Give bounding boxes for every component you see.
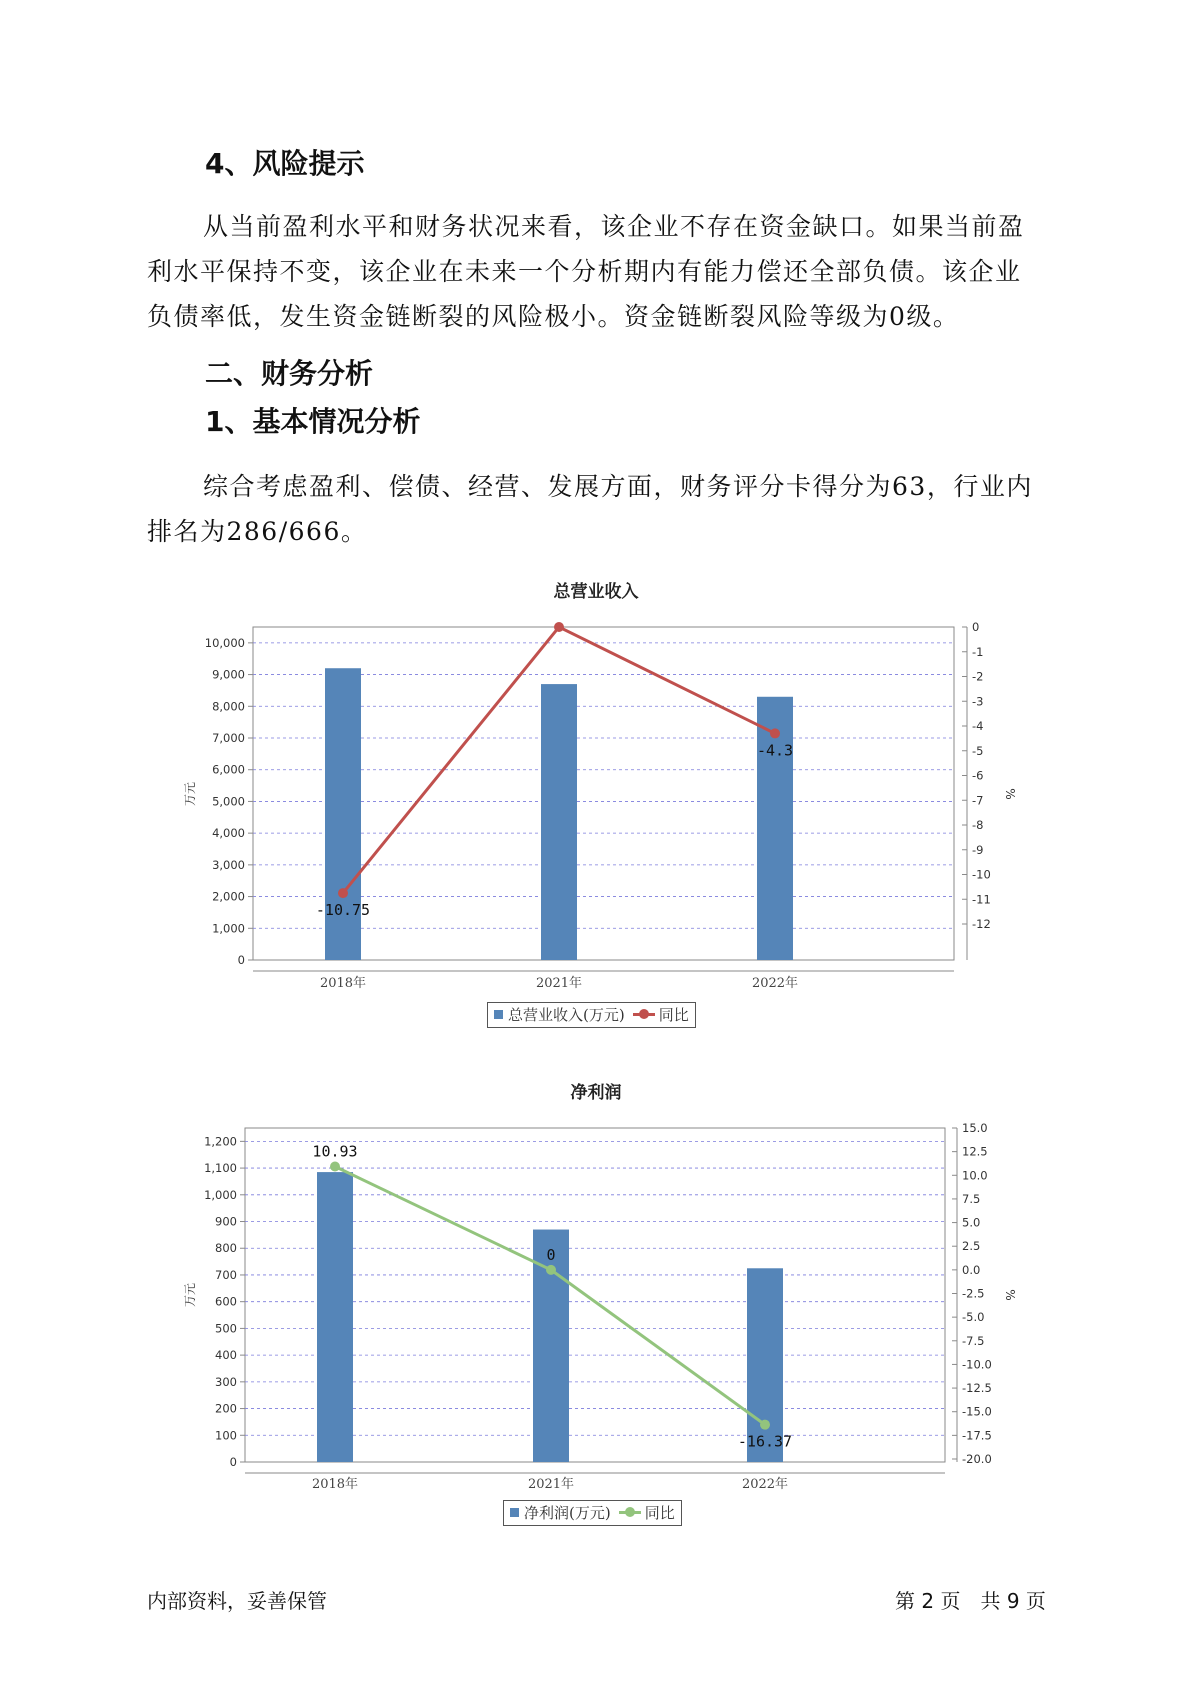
y2-tick-label: -8	[972, 818, 984, 832]
y2-tick-label: 12.5	[962, 1144, 988, 1159]
y2-tick-label: -15.0	[962, 1404, 992, 1419]
y2-tick-label: -4	[972, 719, 984, 733]
net-profit-chart	[0, 1075, 1191, 1535]
y-tick-label: 600	[215, 1294, 237, 1309]
y-tick-label: 1,000	[204, 1187, 237, 1202]
y-tick-label: 3,000	[212, 857, 245, 872]
legend-line-label: 同比	[644, 1504, 675, 1522]
part-heading-financial-analysis: 二、财务分析	[205, 357, 374, 390]
y2-tick-label: 7.5	[962, 1191, 981, 1206]
x-tick-label: 2021年	[527, 1477, 575, 1492]
yoy-point-2021年	[546, 1265, 556, 1275]
legend-line-swatch	[619, 1511, 641, 1514]
basic-analysis-paragraph: 综合考虑盈利、偿债、经营、发展方面，财务评分卡得分为63，行业内排名为286/666。	[147, 472, 1033, 546]
page-mid: 页 共	[940, 1589, 1001, 1613]
legend-line-swatch	[633, 1013, 655, 1016]
data-label: -4.3	[756, 741, 794, 760]
bar-2021年	[541, 684, 577, 960]
x-tick-label: 2018年	[311, 1477, 359, 1492]
y2-tick-label: 0	[972, 620, 980, 634]
bar-2018年	[317, 1172, 353, 1462]
y2-tick-label: -2	[972, 669, 984, 684]
y2-tick-label: -5.0	[962, 1310, 985, 1325]
y-tick-label: 1,000	[212, 921, 245, 936]
y-tick-label: 700	[215, 1267, 237, 1282]
y-tick-label: 500	[215, 1321, 237, 1336]
legend-bar-swatch	[494, 1010, 503, 1019]
data-label: 10.93	[312, 1142, 358, 1161]
y2-tick-label: -3	[972, 694, 984, 709]
y-tick-label: 0	[237, 953, 245, 967]
y-tick-label: 1,200	[204, 1134, 237, 1149]
y-axis-label: 万元	[183, 781, 197, 807]
legend-bar-label: 总营业收入(万元)	[508, 1006, 625, 1024]
y2-tick-label: 2.5	[962, 1239, 981, 1254]
revenue-chart	[0, 575, 1191, 1035]
y-tick-label: 5,000	[212, 794, 245, 809]
y-tick-label: 0	[229, 1455, 237, 1469]
y2-tick-label: 0.0	[962, 1262, 981, 1277]
page-suffix: 页	[1025, 1589, 1046, 1613]
yoy-point-2022年	[760, 1420, 770, 1430]
y-tick-label: 200	[215, 1401, 237, 1416]
total-pages: 9	[1006, 1589, 1020, 1613]
footer-page-number	[895, 1585, 1046, 1614]
y2-tick-label: -7	[972, 793, 984, 808]
y2-axis-label: %	[1003, 788, 1017, 800]
legend-line-label: 同比	[658, 1006, 689, 1024]
y-axis-label: 万元	[183, 1282, 197, 1308]
y2-tick-label: -7.5	[962, 1333, 985, 1348]
y-tick-label: 400	[215, 1348, 237, 1363]
y-tick-label: 9,000	[212, 667, 245, 682]
net-profit-chart-svg	[0, 1075, 1191, 1535]
y2-tick-label: -20.0	[962, 1452, 992, 1466]
y2-tick-label: -5	[972, 743, 984, 758]
y2-tick-label: -11	[972, 892, 991, 907]
data-label: -16.37	[737, 1432, 793, 1451]
y2-tick-label: -12.5	[962, 1381, 992, 1396]
y-tick-label: 2,000	[212, 889, 245, 904]
chart-legend	[487, 1002, 696, 1028]
section-heading-basic-analysis: 1、基本情况分析	[205, 405, 421, 438]
yoy-point-2018年	[330, 1161, 340, 1171]
legend-bar-swatch	[510, 1508, 519, 1517]
yoy-point-2021年	[554, 622, 564, 632]
y2-tick-label: -9	[972, 842, 984, 857]
current-page: 2	[921, 1589, 935, 1613]
y2-tick-label: 10.0	[962, 1168, 988, 1183]
y2-tick-label: -10	[972, 867, 991, 882]
y2-tick-label: -1	[972, 644, 984, 659]
y-tick-label: 900	[215, 1214, 237, 1229]
y-tick-label: 8,000	[212, 699, 245, 714]
x-tick-label: 2018年	[319, 976, 367, 991]
x-tick-label: 2022年	[751, 976, 799, 991]
y2-tick-label: 5.0	[962, 1215, 981, 1230]
y-tick-label: 4,000	[212, 826, 245, 841]
chart-title: 净利润	[570, 1083, 622, 1103]
y2-tick-label: 15.0	[962, 1121, 988, 1135]
yoy-point-2022年	[770, 728, 780, 738]
y-tick-label: 100	[215, 1428, 237, 1443]
footer-confidential: 内部资料，妥善保管	[147, 1589, 327, 1613]
y-tick-label: 300	[215, 1374, 237, 1389]
y2-tick-label: -6	[972, 768, 984, 783]
y2-tick-label: -17.5	[962, 1428, 992, 1443]
y-tick-label: 6,000	[212, 762, 245, 777]
legend-bar-label: 净利润(万元)	[524, 1504, 611, 1522]
y-tick-label: 10,000	[204, 635, 245, 650]
x-tick-label: 2022年	[741, 1477, 789, 1492]
data-label: -10.75	[315, 901, 371, 920]
y2-tick-label: -10.0	[962, 1357, 992, 1372]
revenue-chart-svg	[0, 575, 1191, 1035]
y-tick-label: 800	[215, 1241, 237, 1256]
data-label: 0	[546, 1245, 556, 1264]
section-heading-risk: 4、风险提示	[205, 147, 365, 180]
y2-axis-label: %	[1003, 1289, 1017, 1301]
y2-tick-label: -12	[972, 917, 991, 931]
x-tick-label: 2021年	[535, 976, 583, 991]
chart-legend	[503, 1500, 682, 1526]
risk-paragraph: 从当前盈利水平和财务状况来看，该企业不存在资金缺口。如果当前盈利水平保持不变，该企业在未来一个分析期内有能力偿还全部负债。该企业负债率低，发生资金链断裂的风险极小。资金链断裂风险等级为0级。	[147, 212, 1025, 331]
y2-tick-label: -2.5	[962, 1286, 985, 1301]
page-prefix: 第	[895, 1589, 915, 1613]
yoy-point-2018年	[338, 888, 348, 898]
y-tick-label: 7,000	[212, 731, 245, 745]
y-tick-label: 1,100	[204, 1161, 237, 1176]
chart-title: 总营业收入	[553, 582, 639, 602]
